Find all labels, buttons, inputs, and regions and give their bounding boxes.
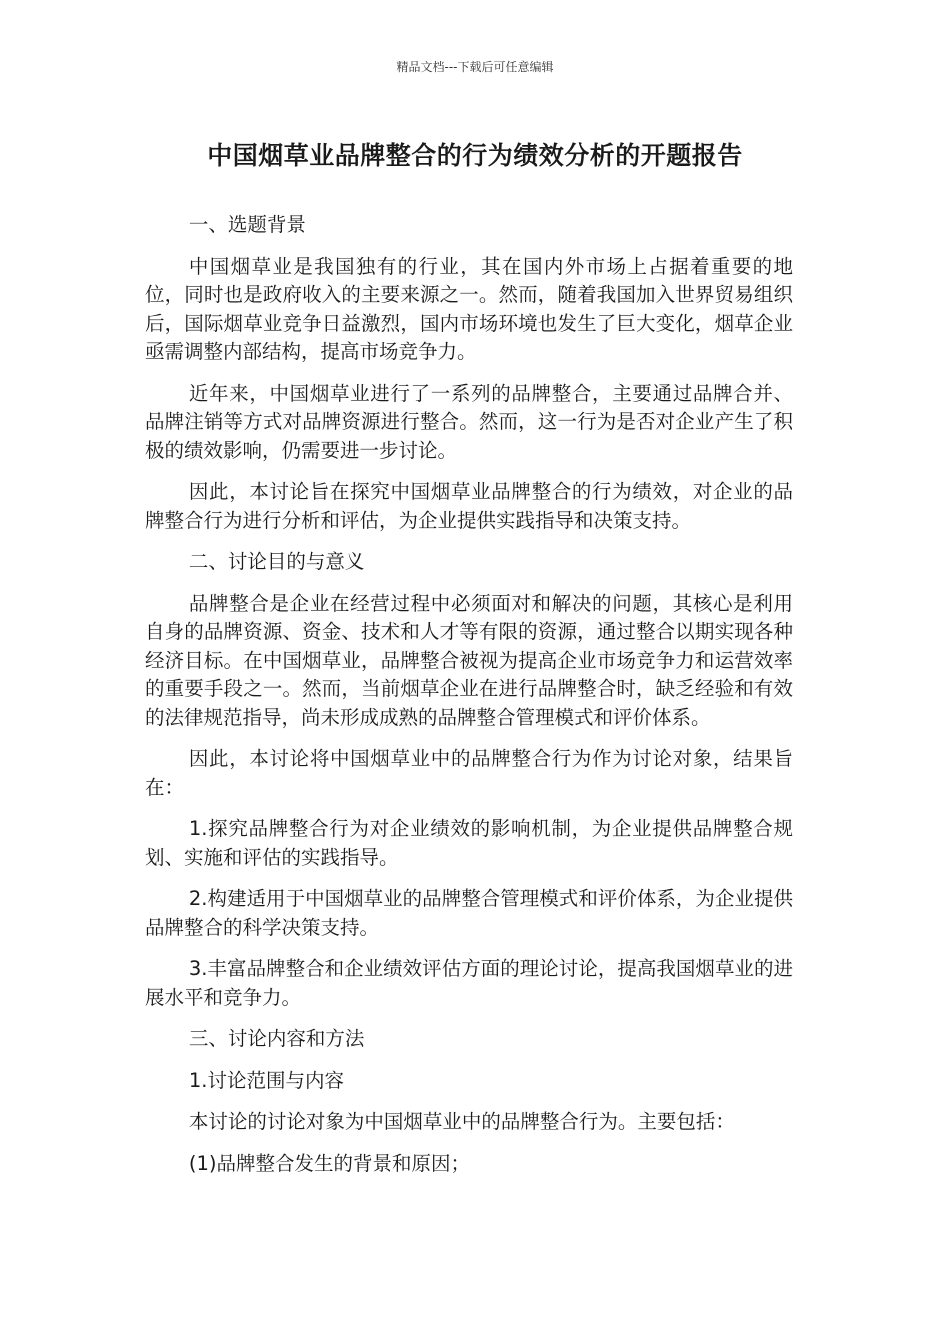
paragraph: 因此，本讨论旨在探究中国烟草业品牌整合的行为绩效，对企业的品牌整合行为进行分析和评估，为企业提供实践指导和决策支持。 xyxy=(145,480,793,532)
subsection-heading-scope: 1.讨论范围与内容 xyxy=(188,1068,344,1092)
paragraph: 本讨论的讨论对象为中国烟草业中的品牌整合行为。主要包括： xyxy=(188,1110,735,1133)
section-heading-purpose: 二、讨论目的与意义 xyxy=(188,550,365,573)
list-item: 1.探究品牌整合行为对企业绩效的影响机制，为企业提供品牌整合规划、实施和评估的实践指导。 xyxy=(145,817,793,869)
list-item: (1)品牌整合发生的背景和原因； xyxy=(188,1151,470,1175)
paragraph: 因此，本讨论将中国烟草业中的品牌整合行为作为讨论对象，结果旨在： xyxy=(145,747,793,799)
list-item: 3.丰富品牌整合和企业绩效评估方面的理论讨论，提高我国烟草业的进展水平和竞争力。 xyxy=(145,957,793,1009)
paragraph: 近年来，中国烟草业进行了一系列的品牌整合，主要通过品牌合并、品牌注销等方式对品牌资源进行整合。然而，这一行为是否对企业产生了积极的绩效影响，仍需要进一步讨论。 xyxy=(145,381,793,462)
list-item: 2.构建适用于中国烟草业的品牌整合管理模式和评价体系，为企业提供品牌整合的科学决策支持。 xyxy=(145,887,793,939)
document-body xyxy=(145,211,793,1191)
document-title: 中国烟草业品牌整合的行为绩效分析的开题报告 xyxy=(207,141,743,170)
header-note: 精品文档---下载后可任意编辑 xyxy=(396,60,554,74)
section-heading-background: 一、选题背景 xyxy=(188,213,306,236)
paragraph: 中国烟草业是我国独有的行业，其在国内外市场上占据着重要的地位，同时也是政府收入的主要来源之一。然而，随着我国加入世界贸易组织后，国际烟草业竞争日益激烈，国内市场环境也发生了巨大变化，烟草企业亟需调整内部结构，提高市场竞争力。 xyxy=(145,254,793,363)
paragraph: 品牌整合是企业在经营过程中必须面对和解决的问题，其核心是利用自身的品牌资源、资金、技术和人才等有限的资源，通过整合以期实现各种经济目标。在中国烟草业，品牌整合被视为提高企业市场竞争力和运营效率的重要手段之一。然而，当前烟草企业在进行品牌整合时，缺乏经验和有效的法律规范指导，尚未形成成熟的品牌整合管理模式和评价体系。 xyxy=(145,591,793,729)
section-heading-content-methods: 三、讨论内容和方法 xyxy=(188,1027,365,1050)
